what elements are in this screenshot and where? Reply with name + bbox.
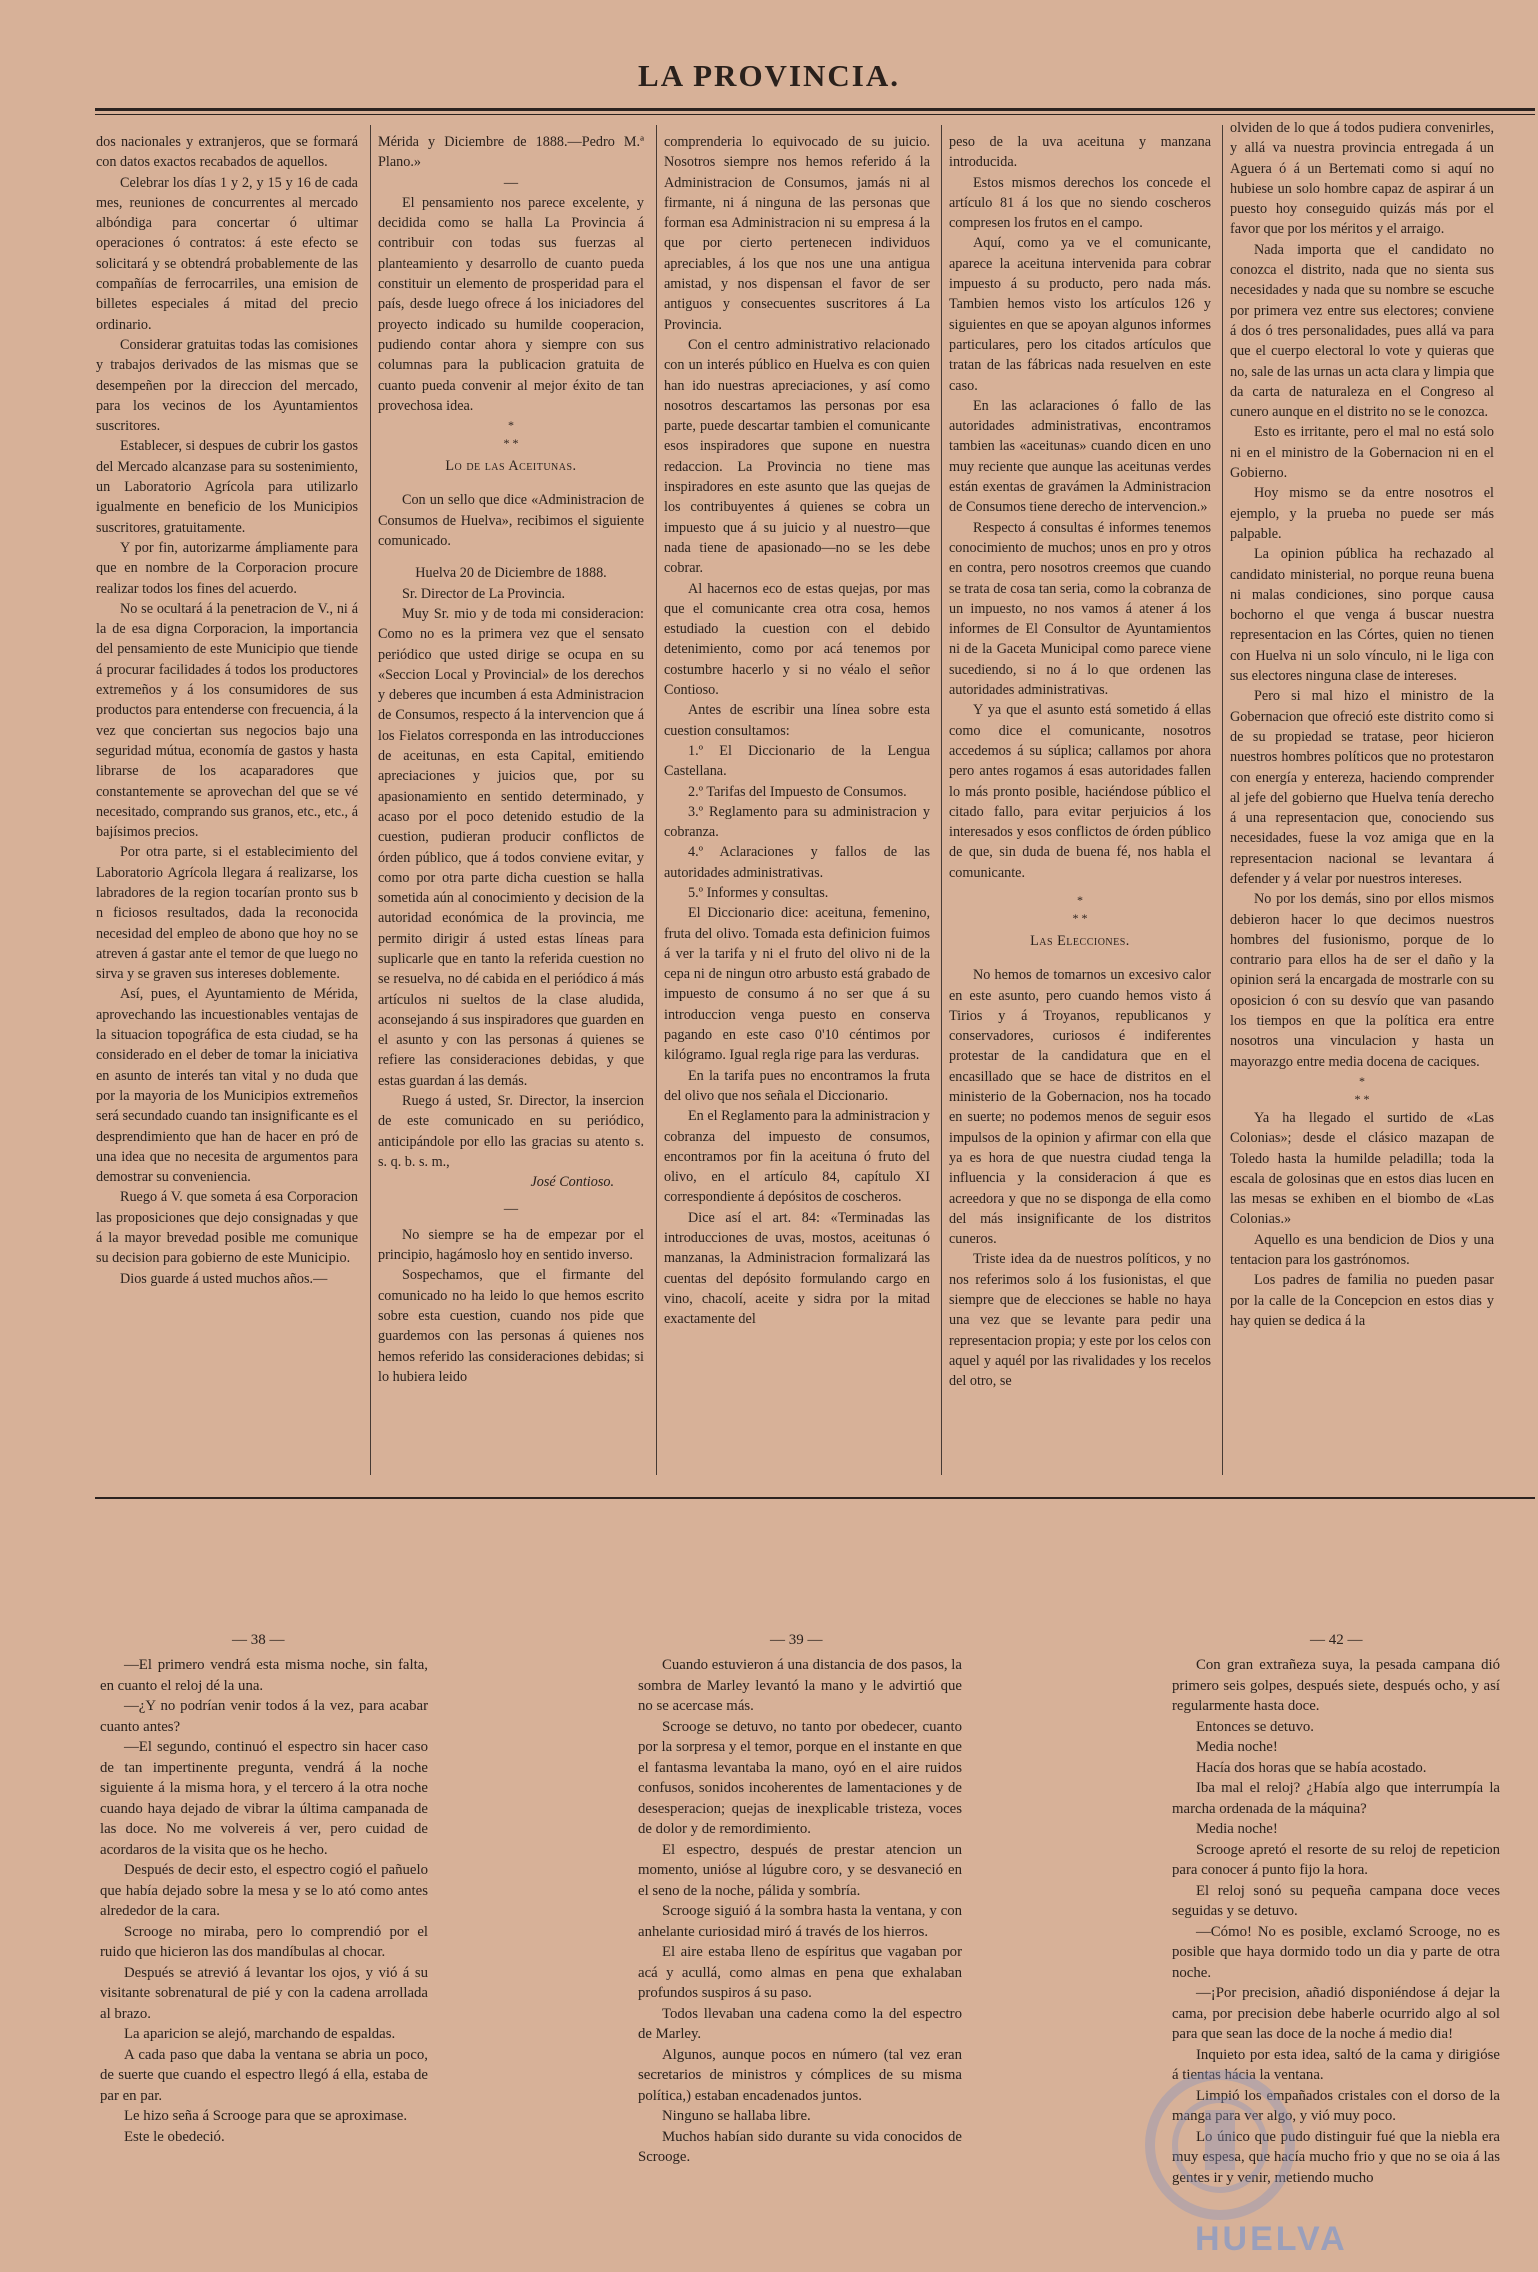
paragraph: Pero si mal hizo el ministro de la Gobernacion que ofreció este distrito como si de su propiedad se tratase, peor hicieron nuestros hombres políticos que no protestaron con energía y entereza, haciendo comprender al jefe del gobierno que Huelva tenía derecho á una representacion que, conociendo sus necesidades, fuese la voz amiga que en la representacion nacional se levantara á defender y á velar por nuestros intereses.	[1230, 688, 1494, 887]
paragraph: La aparicion se alejó, marchando de espaldas.	[124, 2026, 396, 2042]
paragraph: Esto es irritante, pero el mal no está solo ni en el ministro de la Gobernacion ni en el Gobierno.	[1230, 424, 1494, 482]
paragraph: No hemos de tomarnos un excesivo calor en este asunto, pero cuando hemos visto á Tirios y á Troyanos, republicanos y conservadores, curiosos é indiferentes protestar de la candidatura que en el encasillado que se hace de distritos en el ministerio de la Gobernacion, nos ha tocado en suerte; no podemos menos de seguir esos impulsos de la opinion y afirmar con ella que ya es hora de que nuestra ciudad tenga la influencia y la consideracion á que es acreedora y que no se disponga de ella como del más insignificante de los distritos cuneros.	[949, 967, 1211, 1248]
paragraph: comprenderia lo equivocado de su juicio. Nosotros siempre nos hemos referido á la Administracion de Consumos, jamás ni al firmante, ni á ninguna de las personas que forman esa Administracion ni su empresa á la que por cierto pertenecen individuos apreciables, á los que nos une una antigua amistad, y nos dispensan el favor de ser antiguos y consecuentes suscritores á La Provincia.	[664, 134, 930, 333]
paragraph: Le hizo seña á Scrooge para que se aproximase.	[124, 2108, 408, 2124]
paragraph: —El segundo, continuó el espectro sin hacer caso de tan impertinente pregunta, vendrá á la noche siguiente á la misma hora, y el tercero á la otra noche cuando haya dejado de vibrar la última campanada de las doce. No me volvereis á ver, pero cuidad de acordaros de la visita que os he hecho.	[100, 1739, 428, 1858]
page-number: — 38 —	[232, 1632, 285, 1648]
asterism: * * *	[1354, 1073, 1370, 1106]
paragraph: En las aclaraciones ó fallo de las autoridades administrativas, encontramos tambien las «aceitunas» cuando dicen en uno muy reciente que aunque las aceitunas verdes están exentas de gravámen la Administracion de Consumos tiene derecho de intervencion.»	[949, 397, 1211, 516]
paragraph: Nada importa que el candidato no conozca el distrito, nada que no sienta sus necesidades y nada que su nombre se escuche por primera vez entre sus electores; conviene á dos ó tres personalidades, pues allá va para que el cuerpo electoral lo vote y quieras que no, sale de las urnas un acta clara y limpia que da carta de naturaleza en el Congreso al cunero aunque en el distrito no se le conozca.	[1230, 241, 1494, 421]
paragraph: Así, pues, el Ayuntamiento de Mérida, aprovechando las incuestionables ventajas de la situacion topográfica de esta ciudad, se ha considerado en el deber de tomar la iniciativa en asunto de interés tan vital y no duda que por la mayoria de los Municipios extremeños será secundado cuando tan insignificante es el desprendimiento que han de hacer en pró de una idea que no necesita de argumentos para demostrar su conveniencia.	[96, 986, 358, 1186]
paragraph: Respecto á consultas é informes tenemos conocimiento de muchos; unos en pro y otros en contra, pero nosotros creemos que cuando se trata de cosa tan seria, como la cobranza de un impuesto, no nos vamos á atener á los informes de El Consultor de Ayuntamientos ni de la Gaceta Municipal como parece viene sucediendo, si no á lo que ordenen las autoridades administrativas.	[949, 519, 1211, 699]
signature: José Contioso.	[530, 1174, 614, 1191]
paragraph: Considerar gratuitas todas las comisiones y trabajos derivados de las mismas que se desempeñen por la direccion del mercado, para los vecinos de los Ayuntamientos suscritores.	[96, 336, 358, 435]
paragraph: Iba mal el reloj? ¿Había algo que interrumpía la marcha ordenada de la máquina?	[1172, 1780, 1500, 1817]
list-item: 3.º Reglamento para su administracion y cobranza.	[664, 803, 930, 841]
paragraph: Todos llevaban una cadena como la del espectro de Marley.	[638, 2005, 962, 2042]
paragraph: Algunos, aunque pocos en número (tal vez eran secretarios de ministros y cómplices de su misma política,) estaban encadenados juntos.	[638, 2046, 962, 2104]
paragraph: Muy Sr. mio y de toda mi consideracion: Como no es la primera vez que el sensato periódico que usted dirige se ocupa en su «Seccion Local y Provincial» de los derechos y deberes que incumben á esta Administracion de Consumos, respecto á la intervencion que á los Fielatos corresponda en las introducciones de aceitunas, en esta Capital, emitiendo apreciaciones y juicios que, por su apasionamiento en sentido determinado, y acaso por el poco detenido estudio de la cuestion, pudieran producir conflictos de órden público, que á todos conviene evitar, y como por otra parte dicha cuestion se halla sometida aún al conocimiento y decision de la autoridad económica de la provincia, me permito dirigir á usted estas líneas para suplicarle que en tanto la referida cuestion no se resuelva, no dé cabida en el periódico á más artículos ni sueltos de la clase aludida, aconsejando á sus inspiradores que guarden en el asunto y con las personas á quienes se refiere las consideraciones debidas, y que estas guardan á las demás.	[378, 605, 644, 1089]
paragraph: Aquí, como ya ve el comunicante, aparece la aceituna intervenida para cobrar impuesto á su producto, pero nada más. Tambien hemos visto los artículos 126 y siguientes en que se apoyan algunos informes particulares, pero los citados artículos que tratan de las fábricas nada resuelven en este caso.	[949, 235, 1211, 394]
list-item: 4.º Aclaraciones y fallos de las autoridades administrativas.	[664, 844, 930, 881]
paragraph: —El primero vendrá esta misma noche, sin falta, en cuanto el reloj dé la una.	[100, 1657, 428, 1694]
paragraph: Ya ha llegado el surtido de «Las Colonias»; desde el clásico mazapan de Toledo hasta la humilde peladilla; toda la escala de golosinas que en estos dias lucen en las mesas se exhiben en el biombo de «Las Colonias.»	[1230, 1109, 1494, 1228]
column-3	[664, 132, 930, 1487]
paragraph: Inquieto por esta idea, saltó de la cama y dirigióse á tientas hácia la ventana.	[1172, 2046, 1500, 2083]
list-item: 5.º Informes y consultas.	[688, 884, 829, 901]
paragraph: Dios guarde á usted muchos años.—	[120, 1270, 328, 1287]
dateline: Huelva 20 de Diciembre de 1888.	[415, 565, 607, 582]
paragraph: Y ya que el asunto está sometido á ellas como dice el comunicante, nosotros accedemos á su súplica; callamos por ahora pero antes rogamos á esas autoridades fallen lo más pronto posible, haciéndose público el citado fallo, para evitar perjuicios á los interesados y esos conflictos de órden público de que, sin duda de buena fé, nos habla el comunicante.	[949, 702, 1211, 881]
paragraph: Scrooge siguió á la sombra hasta la ventana, y con anhelante curiosidad miró á través de los hierros.	[638, 1903, 962, 1940]
column-divider	[656, 125, 657, 1475]
paragraph: —¿Y no podrían venir todos á la vez, para acabar cuanto antes?	[100, 1698, 428, 1735]
column-divider	[1222, 125, 1223, 1475]
paragraph: El espectro, después de prestar atencion un momento, unióse al lúgubre coro, y se desvaneció en el seno de la noche, pálida y sombría.	[638, 1841, 962, 1899]
paragraph: Hoy mismo se da entre nosotros el ejemplo, y la prueba no puede ser más palpable.	[1230, 485, 1494, 542]
section-heading: Lo de las Aceitunas.	[445, 458, 577, 475]
paragraph: El aire estaba lleno de espíritus que vagaban por acá y acullá, como almas en pena que exhalaban profundos suspiros á su paso.	[638, 1944, 962, 2001]
signoff: Mérida y Diciembre de 1888.—Pedro M.ª Plano.»	[378, 134, 644, 171]
separator-dash: —	[503, 174, 519, 191]
paragraph: No por los demás, sino por ellos mismos debieron hacer lo que decimos nuestros hombres del fusionismo, porque de lo contrario para ellos ha de ser el daño y la opinion será la encargada de mostrarle con su oposicion ó con su desvío que van pasando los tiempos en que la política era entre nosotros una vinculacion y hasta un mayorazgo entre media docena de caciques.	[1230, 891, 1494, 1070]
page-number: — 42 —	[1310, 1632, 1363, 1648]
column-5	[1230, 118, 1494, 1487]
paragraph: Dice así el art. 84: «Terminadas las introducciones de uvas, mostos, aceitunas ó manzanas, la Administracion formalizará las cuentas del depósito formulando cargo en vino, chacolí, aceite y sidra por la mitad exactamente del	[664, 1209, 930, 1328]
page-number: — 39 —	[770, 1632, 823, 1648]
paragraph: Por otra parte, si el establecimiento del Laboratorio Agrícola llegara á realizarse, los labradores de la region tocarían pronto sus b n ficiosos resultados, dada la reconocida necesidad del empleo de abono que hoy no se atreven á gastar ante el temor de que luego no sirva y se graven sus intereses doblemente.	[96, 844, 358, 983]
paragraph: El pensamiento nos parece excelente, y decidida como se halla La Provincia á contribuir con todas sus fuerzas al planteamiento y desarrollo de cuanto pueda constituir un elemento de prosperidad para el país, desde luego ofrece á los iniciadores del proyecto indicado su humilde cooperacion, pudiendo contar ahora y siempre con sus columnas para la publicacion gratuita de cuanto pueda convenir al mejor éxito de tan provechosa idea.	[378, 194, 644, 414]
column-4	[949, 132, 1211, 1487]
paragraph: Los padres de familia no pueden pasar por la calle de la Concepcion en estos dias y hay quien se dedica á la	[1230, 1272, 1494, 1329]
asterism: * * *	[1072, 892, 1088, 925]
footer-rule	[95, 1497, 1535, 1499]
paragraph: A cada paso que daba la ventana se abria un poco, de suerte que cuando el espectro llegó á ella, estaba de par en par.	[100, 2046, 428, 2104]
list-item: 1.º El Diccionario de la Lengua Castellana.	[664, 742, 930, 780]
paragraph: olviden de lo que á todos pudiera convenirles, y allá va nuestra provincia entregada á un Aguera ó á un Bertemati como si aquí no hubiese un solo hombre capaz de aspirar á un puesto hoy conseguido quizás más por el favor que por los méritos y el arraigo.	[1230, 120, 1494, 238]
paragraph: Antes de escribir una línea sobre esta cuestion consultamos:	[664, 702, 930, 739]
paragraph: Media noche!	[1196, 1821, 1278, 1837]
list-item: 2.º Tarifas del Impuesto de Consumos.	[688, 783, 907, 800]
paragraph: Después se atrevió á levantar los ojos, y vió á su visitante sobrenatural de pié y con la cadena arrollada al brazo.	[100, 1964, 428, 2022]
paragraph: El reloj sonó su pequeña campana doce veces seguidas y se detuvo.	[1172, 1882, 1500, 1919]
column-divider	[941, 125, 942, 1475]
paragraph: Aquello es una bendicion de Dios y una tentacion para los gastrónomos.	[1230, 1231, 1494, 1269]
header-rule	[95, 108, 1535, 111]
paragraph: peso de la uva aceituna y manzana introducida.	[949, 134, 1211, 171]
paragraph: En la tarifa pues no encontramos la fruta del olivo que nos señala el Diccionario.	[664, 1067, 930, 1104]
column-2	[378, 132, 644, 1487]
paragraph: No siempre se ha de empezar por el principio, hagámoslo hoy en sentido inverso.	[378, 1226, 644, 1264]
paragraph: La opinion pública ha rechazado al candidato ministerial, no porque reuna buena ni malas condiciones, sino porque causa bochorno el que venga á buscar nuestra representacion en las Córtes, quien no tienen con Huelva ni un solo vínculo, ni le liga con sus electores ninguna clase de intereses.	[1230, 546, 1494, 685]
paragraph: Al hacernos eco de estas quejas, por mas que el comunicante crea otra cosa, hemos estudiado la cuestion con el debido detenimiento, como por acá tenemos por costumbre hacerlo y si no véalo el señor Contioso.	[664, 580, 930, 699]
paragraph: En el Reglamento para la administracion y cobranza del impuesto de consumos, encontramos por fin la aceituna ó fruto del olivo, en el artículo 84, capítulo XI correspondiente á depósitos de coscheros.	[664, 1108, 930, 1206]
paragraph: Con gran extrañeza suya, la pesada campana dió primero seis golpes, después siete, después ocho, y así regularmente hasta doce.	[1172, 1657, 1500, 1714]
paragraph: Y por fin, autorizarme ámpliamente para que en nombre de la Corporacion procure realizar todos los fines del acuerdo.	[96, 539, 358, 597]
paragraph: No se ocultará á la penetracion de V., ni á la de esa digna Corporacion, la importancia del pensamiento de este Municipio que tiende á procurar facilidades á todos los productores extremeños y á los consumidores de sus productos para entenderse con frecuencia, á la vez que conciertan sus negocios bajo una seguridad mútua, economía de gastos y hasta librarse de los acaparadores que constantemente se aprovechan del que se vé necesitado, comprando sus granos, etc., etc., á bajísimos precios.	[96, 600, 358, 841]
section-heading: Las Elecciones.	[1030, 932, 1130, 949]
paragraph: Sospechamos, que el firmante del comunicado no ha leido lo que hemos escrito sobre esta cuestion, cuando nos pide que guardemos con las personas á quienes nos hemos referido las consideraciones debidas; si lo hubiera leido	[378, 1267, 644, 1385]
column-1	[96, 132, 358, 1487]
paragraph: Celebrar los días 1 y 2, y 15 y 16 de cada mes, reuniones de concurrentes al mercado albóndiga para concertar ó ultimar operaciones ó contratos: á este efecto se solicitará y se obtendrá probablemente de las compañías de ferrocarriles, una emision de billetes especiales á mitad del precio ordinario.	[96, 174, 358, 333]
paragraph: Limpió los empañados cristales con el dorso de la manga para ver algo, y vió muy poco.	[1172, 2087, 1500, 2124]
paragraph: dos nacionales y extranjeros, que se formará con datos exactos recabados de aquellos.	[96, 134, 358, 171]
separator-dash: —	[503, 1200, 519, 1217]
paragraph: Establecer, si despues de cubrir los gastos del Mercado alcanzase para su sostenimiento, un Laboratorio Agrícola para utilizarlo igualmente en beneficio de los Municipios suscritores, gratuitamente.	[96, 438, 358, 536]
paragraph: —Cómo! No es posible, exclamó Scrooge, no es posible que haya dormido todo un dia y parte de otra noche.	[1172, 1923, 1500, 1981]
paragraph: Estos mismos derechos los concede el artículo 81 á los que no siendo coscheros compresen los frutos en el campo.	[949, 174, 1211, 232]
asterism: * * *	[503, 418, 519, 451]
paragraph: El Diccionario dice: aceituna, femenino, fruta del olivo. Tomada esta definicion fuimos á ver la tarifa y ni el fruto del olivo ni de la cepa ni de ningun otro arbusto está grabado de impuesto de consumo á no ser que á su introduccion venga puesto en conserva pagando en este caso 0'10 céntimos por kilógramo. Igual regla rige para las verduras.	[664, 905, 930, 1064]
paragraph: Media noche!	[1196, 1739, 1278, 1755]
paragraph: Ruego á V. que someta á esa Corporacion las proposiciones que dejo consignadas y que á la mayor brevedad posible me comunique su decision para gobierno de este Municipio.	[96, 1189, 358, 1267]
paragraph: Scrooge no miraba, pero lo comprendió por el ruido que hicieron las dos mandíbulas al chocar.	[100, 1923, 428, 1960]
paragraph: Scrooge se detuvo, no tanto por obedecer, cuanto por la sorpresa y el temor, porque en el instante en que el fantasma levantaba la mano, oyó en el aire ruidos confusos, sonidos incoherentes de lamentaciones y de desesperacion; quejas de inexplicable tristeza, voces de dolor y de remordimiento.	[638, 1718, 962, 1837]
paragraph: Con un sello que dice «Administracion de Consumos de Huelva», recibimos el siguiente comunicado.	[378, 492, 644, 550]
paragraph: Muchos habían sido durante su vida conocidos de Scrooge.	[638, 2128, 962, 2165]
watermark-text: HUELVA	[1195, 2220, 1348, 2258]
paragraph: Con el centro administrativo relacionado con un interés público en Huelva es con quien han ido nuestras apreciaciones, y así como nosotros descartamos las personas por esa parte, puede descartar tambien el comunicante esos inspiradores que supone en nuestra redaccion. La Provincia no tiene mas inspiradores en este asunto que las quejas de los contribuyentes á quienes se cobra un impuesto que á su juicio y al nuestro—que nada tiene de apasionado—no se les debe cobrar.	[664, 336, 930, 577]
paragraph: Después de decir esto, el espectro cogió el pañuelo que había dejado sobre la mesa y se lo ató como antes alrededor de la cara.	[100, 1862, 428, 1919]
paragraph: Lo único que pudo distinguir fué que la niebla era muy espesa, que hacía mucho frio y que no se oia á las gentes ir y venir, metiendo mucho	[1172, 2128, 1500, 2186]
paragraph: Scrooge apretó el resorte de su reloj de repeticion para conocer á punto fijo la hora.	[1172, 1841, 1500, 1878]
paragraph: Hacía dos horas que se había acostado.	[1196, 1759, 1427, 1776]
column-divider	[370, 125, 371, 1475]
paragraph: Ninguno se hallaba libre.	[662, 2108, 811, 2124]
paragraph: Triste idea da de nuestros políticos, y no nos referimos solo á los fusionistas, el que siempre que de elecciones se hable no haya una vez que se levante para pedir una representacion propia; y este por los celos con aquel y aquél por las rivalidades y los recelos del otro, se	[949, 1251, 1211, 1390]
paragraph: —¡Por precision, añadió disponiéndose á dejar la cama, por precision debe haberle ocurrido algo al sol para que sean las doce de la noche á medio dia!	[1172, 1985, 1500, 2042]
addressee: Sr. Director de La Provincia.	[402, 585, 566, 602]
masthead: LA PROVINCIA.	[638, 58, 900, 93]
paragraph: Ruego á usted, Sr. Director, la insercion de este comunicado en su periódico, anticipándole por ello las gracias su atento s. s. q. b. s. m.,	[378, 1093, 644, 1170]
paragraph: Cuando estuvieron á una distancia de dos pasos, la sombra de Marley levantó la mano y le advirtió que no se acercase más.	[638, 1657, 962, 1714]
serial-page-39	[638, 1655, 962, 2215]
serial-page-38	[100, 1655, 428, 2215]
paragraph: Entonces se detuvo.	[1196, 1718, 1314, 1735]
header-rule-thin	[95, 114, 1535, 115]
paragraph: Este le obedeció.	[124, 2128, 225, 2145]
